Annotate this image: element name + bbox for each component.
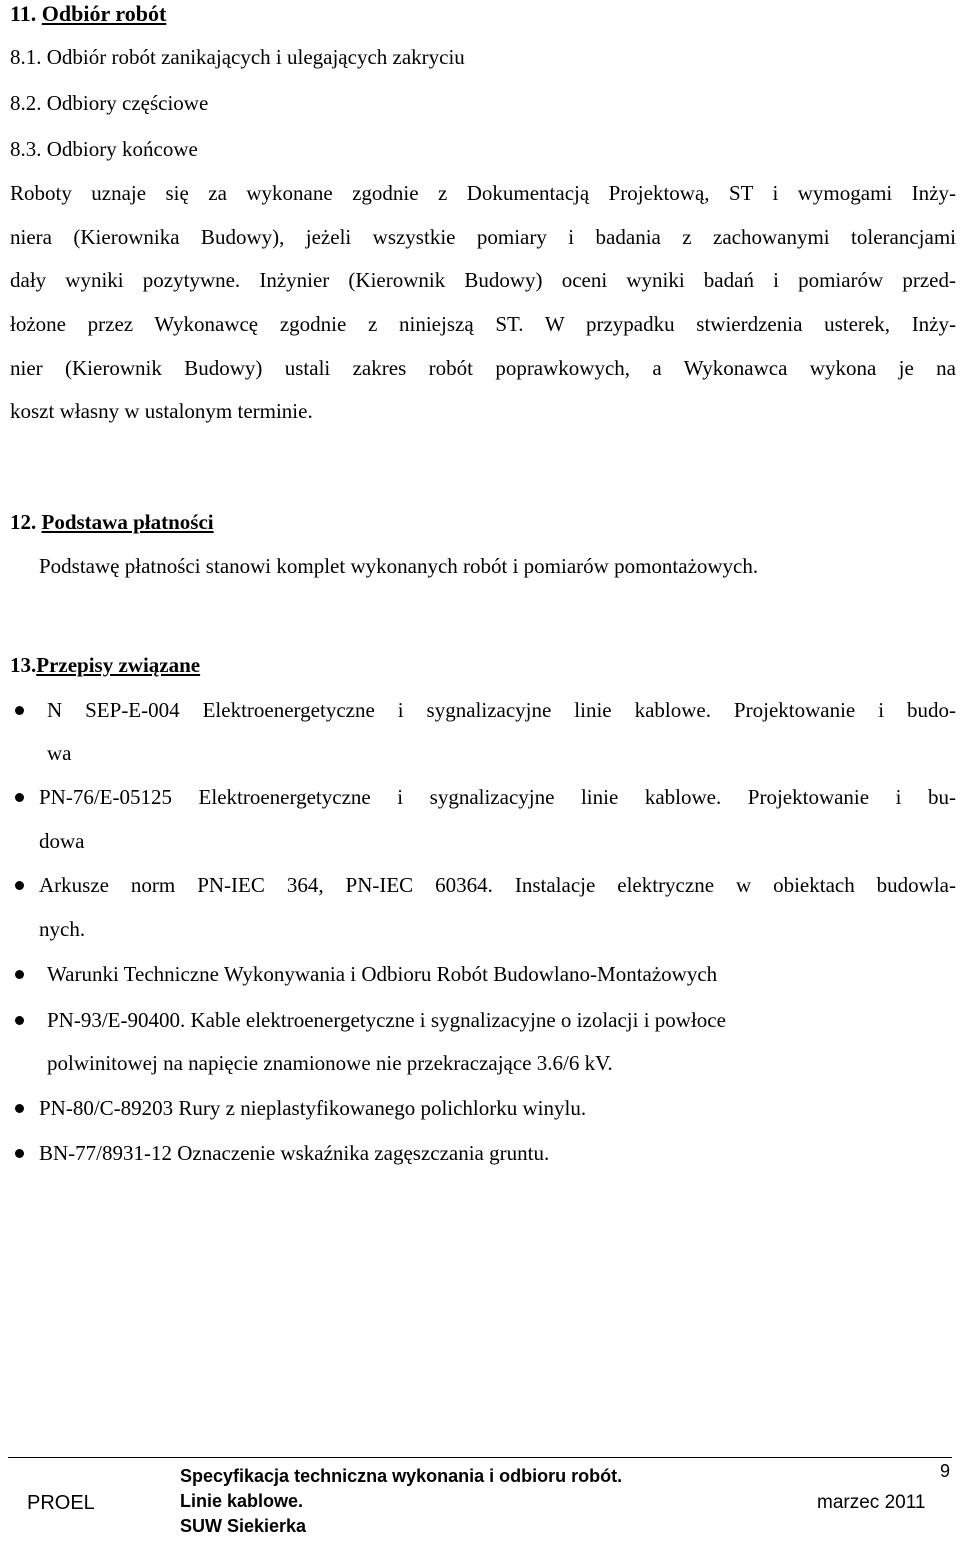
footer-date: marzec 2011 bbox=[817, 1492, 926, 1513]
page-number: 9 bbox=[940, 1461, 951, 1481]
regulation-item-1: N SEP-E-004 Elektroenergetyczne i sygnalizacyjne linie kablowe. Projektowanie i budo- bbox=[47, 698, 956, 722]
regulation-item-5: PN-93/E-90400. Kable elektroenergetyczne i sygnalizacyjne o izolacji i powłoce bbox=[47, 1008, 726, 1032]
heading-section-13 bbox=[10, 655, 200, 676]
regulation-item-2-cont: dowa bbox=[39, 829, 85, 853]
regulation-item-3-cont: nych. bbox=[39, 917, 86, 941]
heading-section-12 bbox=[10, 512, 214, 533]
section-13-number: 13. bbox=[10, 653, 37, 677]
regulation-item-2: PN-76/E-05125 Elektroenergetyczne i sygnalizacyjne linie kablowe. Projektowanie i bu- bbox=[39, 785, 956, 809]
bullet-icon bbox=[15, 1016, 24, 1025]
paragraph-line: nier (Kierownik Budowy) ustali zakres robót poprawkowych, a Wykonawca wykona je na bbox=[10, 356, 956, 380]
footer-company: PROEL bbox=[27, 1492, 95, 1514]
subsection-8-2: 8.2. Odbiory częściowe bbox=[10, 91, 209, 115]
regulation-item-6: PN-80/C-89203 Rury z nieplastyfikowanego polichlorku winylu. bbox=[39, 1096, 587, 1120]
subsection-8-1: 8.1. Odbiór robót zanikających i ulegających zakryciu bbox=[10, 45, 465, 69]
footer-doc-subtitle: Linie kablowe. bbox=[180, 1491, 304, 1511]
bullet-icon bbox=[15, 1104, 24, 1113]
bullet-icon bbox=[15, 881, 24, 890]
section-11-number: 11. bbox=[10, 1, 42, 26]
paragraph-line: koszt własny w ustalonym terminie. bbox=[10, 399, 313, 423]
regulation-item-5-cont: polwinitowej na napięcie znamionowe nie przekraczające 3.6/6 kV. bbox=[47, 1051, 613, 1075]
regulation-item-4: Warunki Techniczne Wykonywania i Odbioru Robót Budowlano-Montażowych bbox=[47, 962, 718, 986]
paragraph-line: dały wyniki pozytywne. Inżynier (Kierownik Budowy) oceni wyniki badań i pomiarów przed- bbox=[10, 268, 956, 292]
bullet-icon bbox=[15, 1149, 24, 1158]
regulation-item-7: BN-77/8931-12 Oznaczenie wskaźnika zagęszczania gruntu. bbox=[39, 1141, 550, 1165]
footer-doc-title: Specyfikacja techniczna wykonania i odbioru robót. bbox=[180, 1466, 623, 1486]
paragraph-line: niera (Kierownika Budowy), jeżeli wszystkie pomiary i badania z zachowanymi tolerancjami bbox=[10, 225, 956, 249]
payment-basis-text: Podstawę płatności stanowi komplet wykonanych robót i pomiarów pomontażowych. bbox=[39, 554, 759, 578]
bullet-icon bbox=[15, 970, 24, 979]
regulation-item-3: Arkusze norm PN-IEC 364, PN-IEC 60364. Instalacje elektryczne w obiektach budowla- bbox=[39, 873, 956, 897]
paragraph-line: Roboty uznaje się za wykonane zgodnie z Dokumentacją Projektową, ST i wymogami Inży- bbox=[10, 181, 956, 205]
section-11-title: Odbiór robót bbox=[41, 1, 167, 26]
bullet-icon bbox=[15, 706, 24, 715]
subsection-8-3: 8.3. Odbiory końcowe bbox=[10, 137, 198, 161]
regulation-item-1-cont: wa bbox=[47, 741, 72, 765]
bullet-icon bbox=[15, 793, 24, 802]
footer-divider bbox=[8, 1457, 952, 1458]
section-12-number: 12. bbox=[10, 510, 42, 534]
footer-site-name: SUW Siekierka bbox=[180, 1516, 307, 1536]
section-13-title: Przepisy związane bbox=[36, 653, 201, 677]
heading-section-11 bbox=[10, 3, 166, 25]
paragraph-line: łożone przez Wykonawcę zgodnie z niniejszą ST. W przypadku stwierdzenia usterek, Inży- bbox=[10, 312, 956, 336]
section-12-title: Podstawa płatności bbox=[41, 510, 214, 534]
